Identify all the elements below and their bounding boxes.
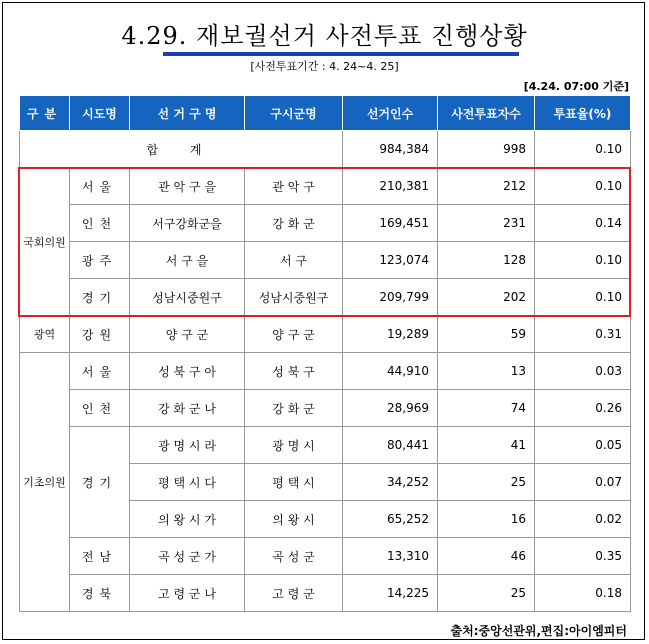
rate-cell: 0.10: [535, 168, 631, 205]
gu-cell: 성 북 구: [245, 353, 343, 390]
electors-cell: 28,969: [343, 390, 438, 427]
total-electors: 984,384: [343, 131, 438, 168]
table-row: [20, 242, 631, 279]
voters-cell: 46: [438, 538, 535, 575]
gu-cell: 관 악 구: [245, 168, 343, 205]
voters-cell: 202: [438, 279, 535, 316]
header-gu: 구시군명: [245, 96, 343, 131]
table-row: [20, 353, 631, 390]
title-underline: [163, 52, 519, 56]
district-cell: 서구강화군을: [130, 205, 245, 242]
district-cell: 광 명 시 라: [130, 427, 245, 464]
voters-cell: 212: [438, 168, 535, 205]
district-cell: 성 북 구 아: [130, 353, 245, 390]
table-row: [20, 168, 631, 205]
table-row: [20, 316, 631, 353]
gu-cell: 강 화 군: [245, 390, 343, 427]
rate-cell: 0.10: [535, 242, 631, 279]
electors-cell: 123,074: [343, 242, 438, 279]
gu-cell: 광 명 시: [245, 427, 343, 464]
rate-cell: 0.31: [535, 316, 631, 353]
group-national: 국회의원: [20, 168, 70, 316]
header-sido: 시도명: [70, 96, 130, 131]
table-row: [20, 279, 631, 316]
gu-cell: 강 화 군: [245, 205, 343, 242]
rate-cell: 0.26: [535, 390, 631, 427]
voters-cell: 74: [438, 390, 535, 427]
rate-cell: 0.14: [535, 205, 631, 242]
gu-cell: 서 구: [245, 242, 343, 279]
district-cell: 관 악 구 을: [130, 168, 245, 205]
electors-cell: 65,252: [343, 501, 438, 538]
voters-cell: 41: [438, 427, 535, 464]
gu-cell: 평 택 시: [245, 464, 343, 501]
table-row: [20, 427, 631, 464]
sido-cell: 서울: [70, 168, 130, 205]
as-of-timestamp: [4.24. 07:00 기준]: [523, 80, 629, 93]
electors-cell: 14,225: [343, 575, 438, 612]
gu-cell: 의 왕 시: [245, 501, 343, 538]
table-row: [20, 390, 631, 427]
district-cell: 성남시중원구: [130, 279, 245, 316]
header-rate: 투표율(%): [535, 96, 631, 131]
voters-cell: 13: [438, 353, 535, 390]
sido-cell: 강원: [70, 316, 130, 353]
source-credit: 출처:중앙선관위,편집:아이엠피터: [450, 624, 627, 638]
group-metro: 광역: [20, 316, 70, 353]
electors-cell: 80,441: [343, 427, 438, 464]
sido-cell: 전남: [70, 538, 130, 575]
rate-cell: 0.03: [535, 353, 631, 390]
sido-cell: 서울: [70, 353, 130, 390]
group-basic: 기초의원: [20, 353, 70, 612]
gu-cell: 성남시중원구: [245, 279, 343, 316]
district-cell: 고 령 군 나: [130, 575, 245, 612]
total-label: 합 계: [20, 131, 343, 168]
table-row: [20, 205, 631, 242]
district-cell: 강 화 군 나: [130, 390, 245, 427]
header-electors: 선거인수: [343, 96, 438, 131]
voters-cell: 16: [438, 501, 535, 538]
electors-cell: 169,451: [343, 205, 438, 242]
sido-cell: 경기: [70, 427, 130, 538]
rate-cell: 0.35: [535, 538, 631, 575]
electors-cell: 209,799: [343, 279, 438, 316]
rate-cell: 0.07: [535, 464, 631, 501]
total-row: [20, 131, 631, 168]
gu-cell: 곡 성 군: [245, 538, 343, 575]
header-district: 선 거 구 명: [130, 96, 245, 131]
district-cell: 서 구 을: [130, 242, 245, 279]
electors-cell: 210,381: [343, 168, 438, 205]
total-voters: 998: [438, 131, 535, 168]
rate-cell: 0.05: [535, 427, 631, 464]
header-voters: 사전투표자수: [438, 96, 535, 131]
table-row: [20, 538, 631, 575]
table-header-row: [20, 96, 631, 131]
electors-cell: 13,310: [343, 538, 438, 575]
district-cell: 곡 성 군 가: [130, 538, 245, 575]
total-rate: 0.10: [535, 131, 631, 168]
page-title: 4.29. 재보궐선거 사전투표 진행상황: [121, 22, 528, 50]
district-cell: 의 왕 시 가: [130, 501, 245, 538]
sido-cell: 경북: [70, 575, 130, 612]
electors-cell: 34,252: [343, 464, 438, 501]
voters-cell: 128: [438, 242, 535, 279]
early-voting-table: [19, 95, 631, 612]
voters-cell: 25: [438, 464, 535, 501]
electors-cell: 44,910: [343, 353, 438, 390]
sido-cell: 광주: [70, 242, 130, 279]
district-cell: 양 구 군: [130, 316, 245, 353]
table-row: [20, 575, 631, 612]
voting-period: [사전투표기간 : 4. 24~4. 25]: [250, 60, 399, 73]
header-category: 구분: [20, 96, 70, 131]
gu-cell: 고 령 군: [245, 575, 343, 612]
voters-cell: 25: [438, 575, 535, 612]
sido-cell: 인천: [70, 390, 130, 427]
rate-cell: 0.18: [535, 575, 631, 612]
sido-cell: 인천: [70, 205, 130, 242]
voters-cell: 231: [438, 205, 535, 242]
rate-cell: 0.02: [535, 501, 631, 538]
electors-cell: 19,289: [343, 316, 438, 353]
voters-cell: 59: [438, 316, 535, 353]
sido-cell: 경기: [70, 279, 130, 316]
gu-cell: 양 구 군: [245, 316, 343, 353]
district-cell: 평 택 시 다: [130, 464, 245, 501]
rate-cell: 0.10: [535, 279, 631, 316]
